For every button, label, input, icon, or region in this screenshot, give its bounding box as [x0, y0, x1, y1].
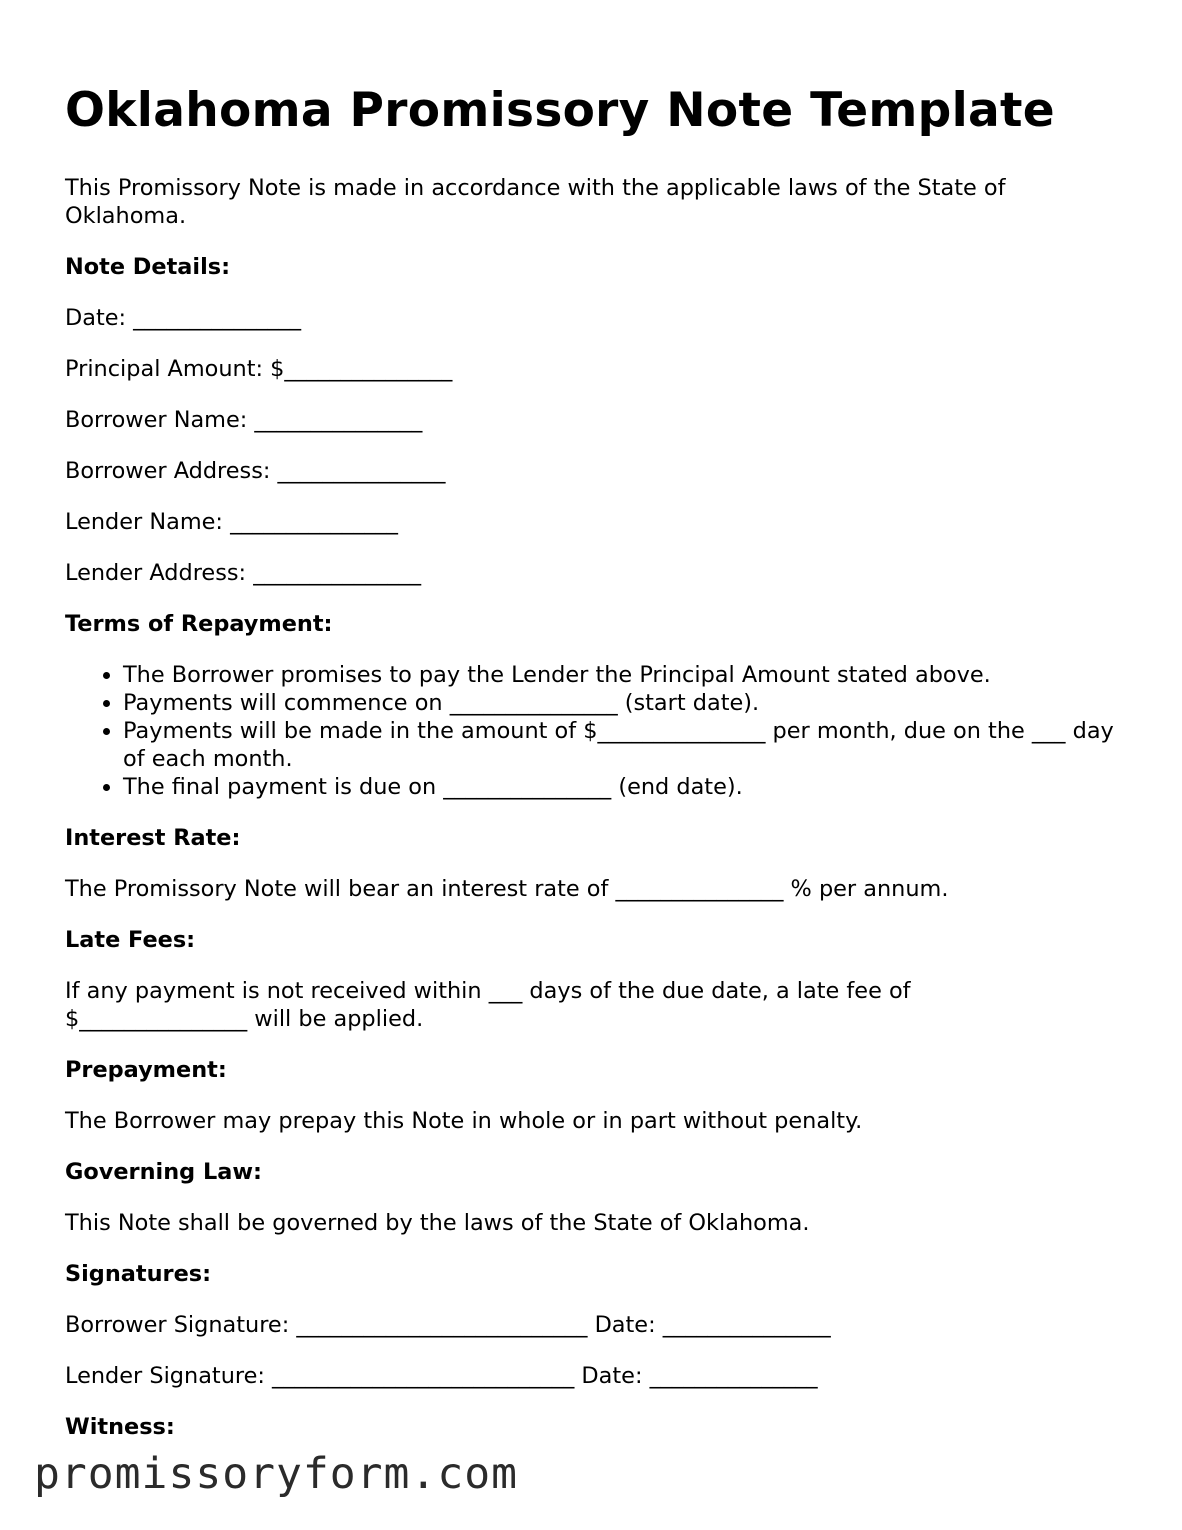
lender-address-field: Lender Address: _______________: [65, 560, 422, 586]
prepayment-text: The Borrower may prepay this Note in whole or in part without penalty.: [65, 1108, 863, 1134]
terms-heading: Terms of Repayment:: [65, 611, 333, 637]
document-title: Oklahoma Promissory Note Template: [65, 83, 1055, 138]
late-fees-heading: Late Fees:: [65, 927, 196, 953]
terms-item: • Payments will be made in the amount of $_______________ per month, due on the ___ day of each month.: [123, 717, 1125, 773]
terms-list: [65, 661, 1125, 801]
late-fees-text: If any payment is not received within ___ days of the due date, a late fee of $_______________ will be applied.: [65, 978, 911, 1032]
note-details-heading: Note Details:: [65, 254, 231, 280]
borrower-signature-line: Borrower Signature: __________________________ Date: _______________: [65, 1312, 831, 1338]
governing-law-heading: Governing Law:: [65, 1159, 262, 1185]
lender-signature-line: Lender Signature: ___________________________ Date: _______________: [65, 1363, 818, 1389]
interest-text: The Promissory Note will bear an interest rate of _______________ % per annum.: [65, 876, 949, 902]
principal-amount-field: Principal Amount: $_______________: [65, 356, 453, 382]
terms-item: • Payments will commence on _______________ (start date).: [123, 689, 1125, 717]
watermark: promissoryform.com: [34, 1449, 518, 1499]
document-page: [65, 78, 1125, 1464]
terms-item: • The final payment is due on _______________ (end date).: [123, 773, 1125, 801]
governing-law-text: This Note shall be governed by the laws of the State of Oklahoma.: [65, 1210, 810, 1236]
witness-heading: Witness:: [65, 1414, 175, 1440]
intro-paragraph: This Promissory Note is made in accordance with the applicable laws of the State of Oklahoma.: [65, 175, 1006, 229]
terms-item: • The Borrower promises to pay the Lender the Principal Amount stated above.: [123, 661, 1125, 689]
interest-heading: Interest Rate:: [65, 825, 241, 851]
signatures-heading: Signatures:: [65, 1261, 212, 1287]
borrower-name-field: Borrower Name: _______________: [65, 407, 423, 433]
lender-name-field: Lender Name: _______________: [65, 509, 399, 535]
date-field: Date: _______________: [65, 305, 302, 331]
borrower-address-field: Borrower Address: _______________: [65, 458, 446, 484]
prepayment-heading: Prepayment:: [65, 1057, 227, 1083]
